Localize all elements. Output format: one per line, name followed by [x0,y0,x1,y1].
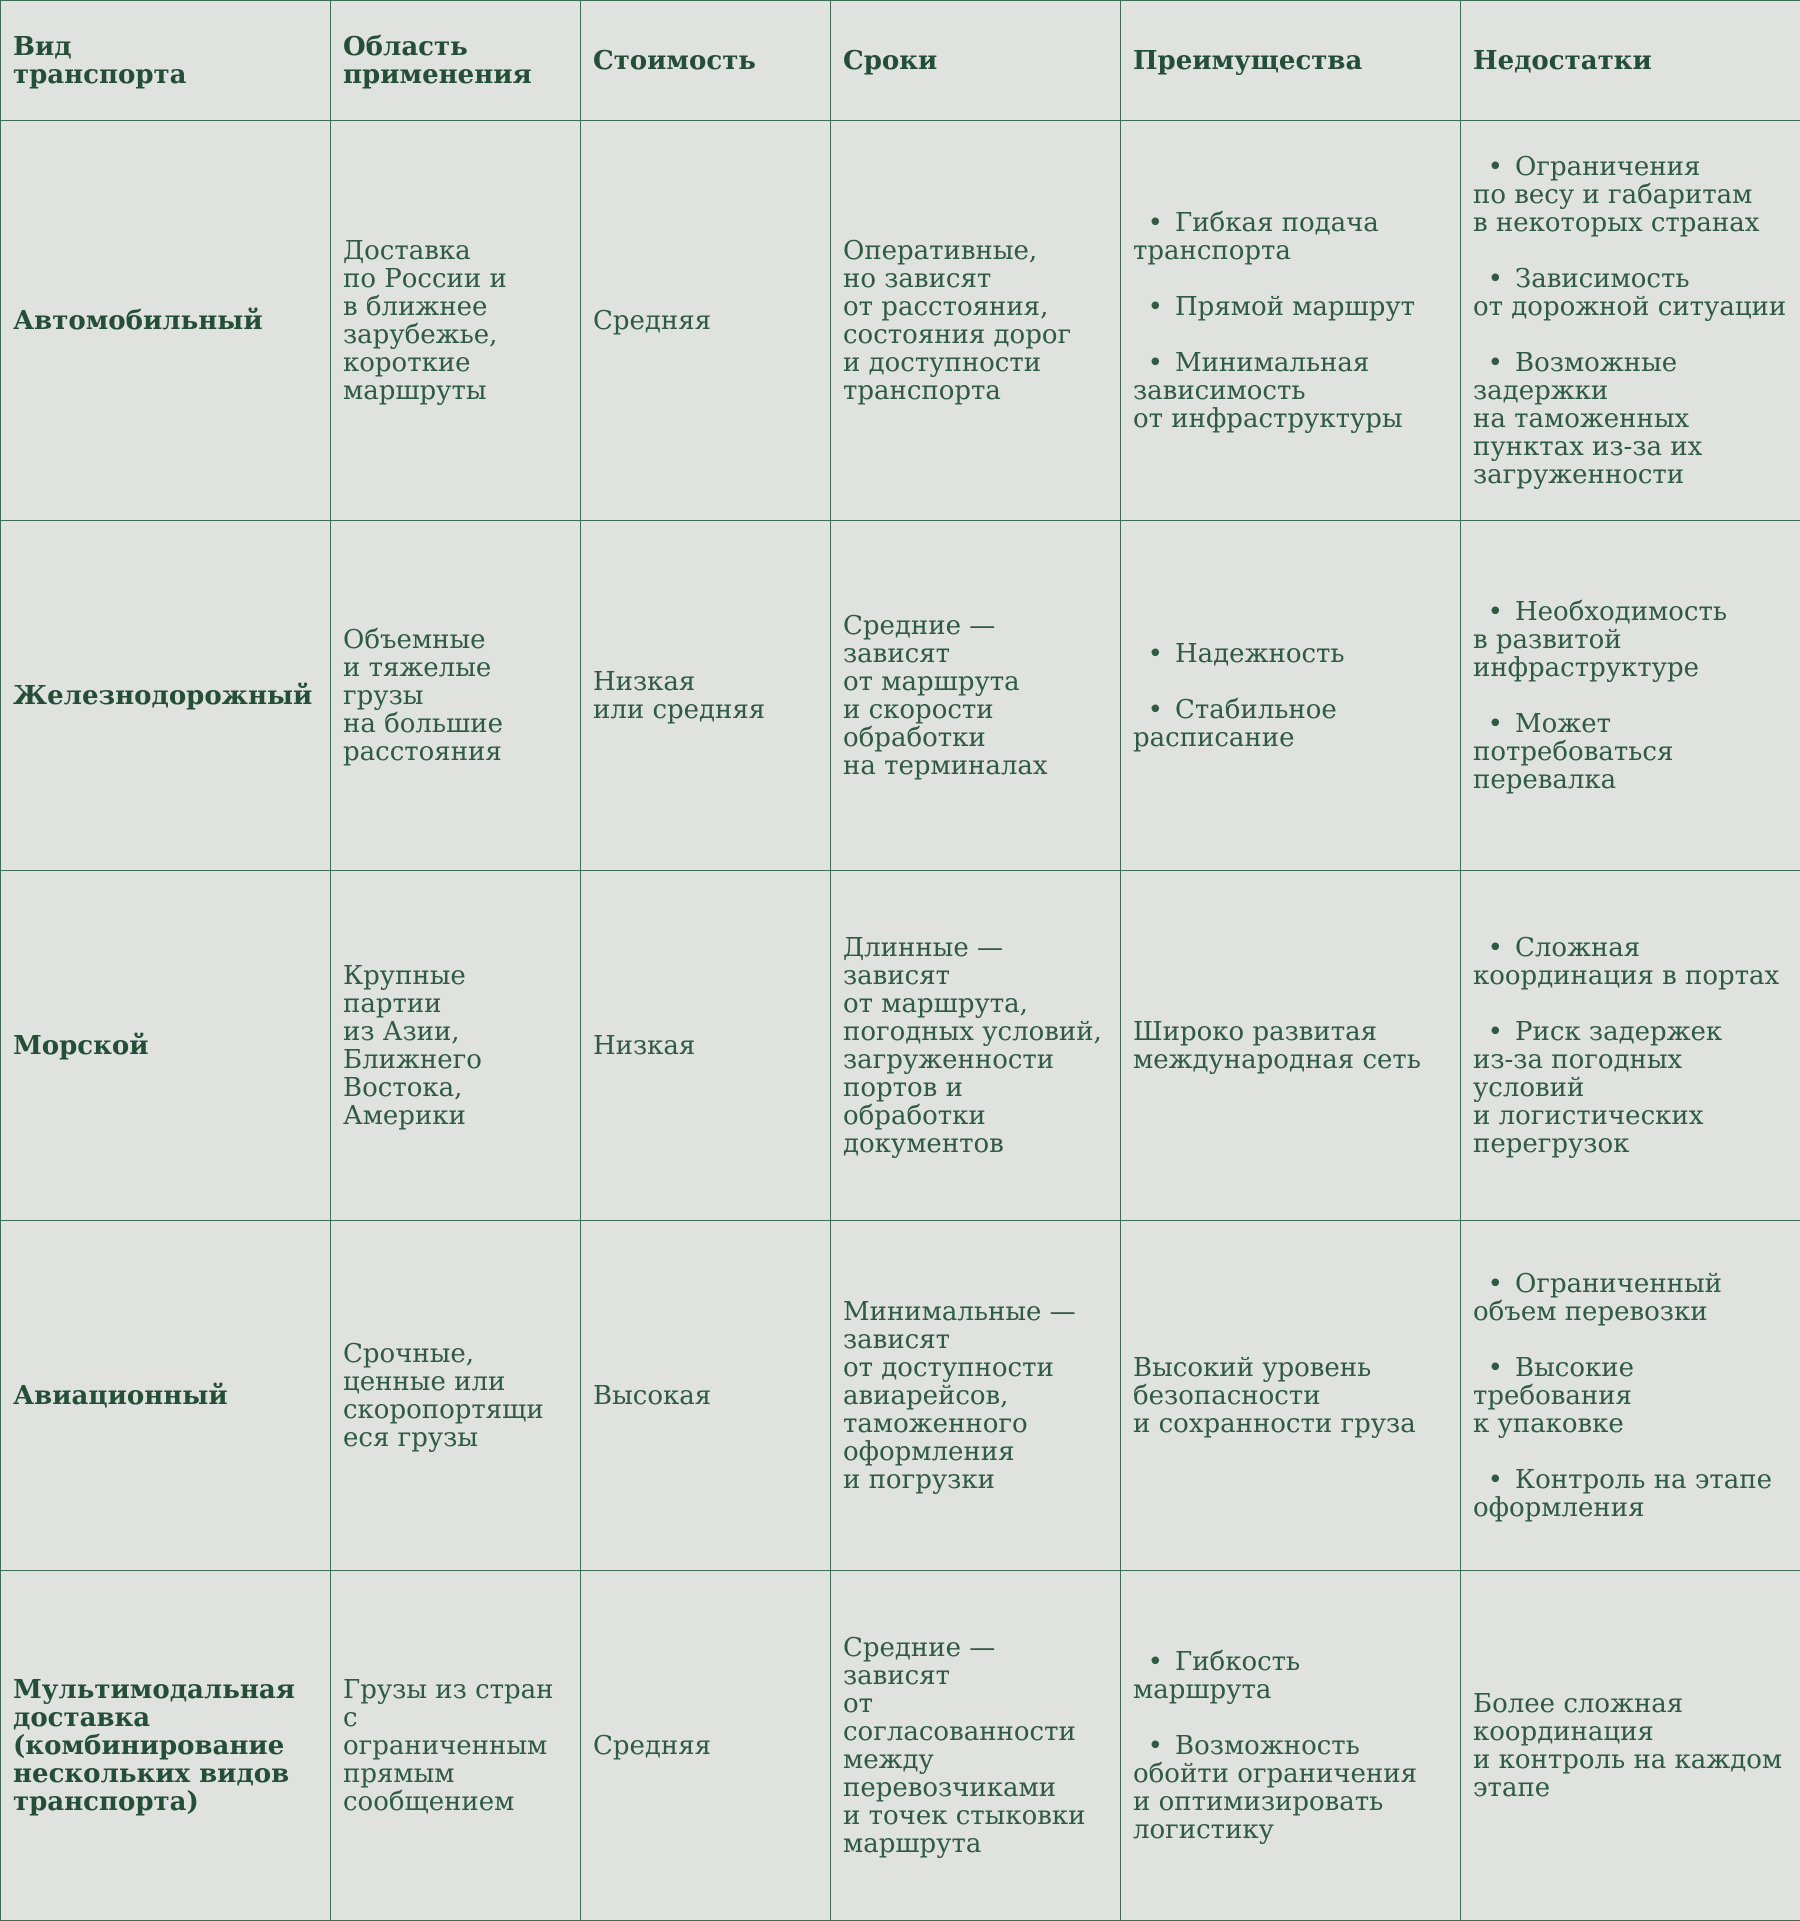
row-cost: Высокая [581,1221,831,1571]
bullet-icon: • [1473,710,1515,738]
header-terms: Сроки [831,1,1121,121]
list-item: • Гибкая подача транспорта [1133,209,1448,265]
bullet-icon: • [1473,153,1515,181]
list-item: • Ограниченный объем перевозки [1473,1270,1788,1326]
table-row [1,121,1800,521]
row-disadvantages [1461,121,1800,521]
row-advantages [1121,521,1461,871]
list-item: • Высокие требования к упаковке [1473,1354,1788,1438]
header-application-area: Область применения [331,1,581,121]
advantages-list [1133,209,1448,433]
row-transport-type: Авиационный [1,1221,331,1571]
bullet-icon: • [1473,1018,1515,1046]
row-disadvantages [1461,1221,1800,1571]
disadvantages-list [1473,598,1788,794]
bullet-icon: • [1133,209,1175,237]
row-cost: Средняя [581,1571,831,1921]
row-terms: Оперативные, но зависят от расстояния, состояния дорог и доступности транспорта [831,121,1121,521]
list-item: • Зависимость от дорожной ситуации [1473,265,1788,321]
list-item: • Возможность обойти ограничения и оптимизировать логистику [1133,1732,1448,1844]
row-area: Срочные, ценные или скоропортящи еся грузы [331,1221,581,1571]
bullet-icon: • [1133,1648,1175,1676]
list-item: • Риск задержек из-за погодных условий и логистических перегрузок [1473,1018,1788,1158]
row-disadvantages: Более сложная координация и контроль на каждом этапе [1461,1571,1800,1921]
row-cost: Низкая [581,871,831,1221]
list-item: • Надежность [1133,640,1448,668]
row-cost: Средняя [581,121,831,521]
bullet-icon: • [1473,1354,1515,1382]
row-disadvantages [1461,521,1800,871]
table-row [1,871,1800,1221]
list-item: • Сложная координация в портах [1473,934,1788,990]
table-row [1,1221,1800,1571]
advantages-list [1133,1648,1448,1844]
row-area: Доставка по России и в ближнее зарубежье, короткие маршруты [331,121,581,521]
row-terms: Длинные — зависят от маршрута, погодных условий, загруженности портов и обработки документов [831,871,1121,1221]
disadvantages-list [1473,934,1788,1158]
advantages-list [1133,640,1448,752]
list-item: • Контроль на этапе оформления [1473,1466,1788,1522]
disadvantages-list [1473,1270,1788,1522]
bullet-icon: • [1473,934,1515,962]
header-cost: Стоимость [581,1,831,121]
row-transport-type: Железнодорожный [1,521,331,871]
list-item: • Необходимость в развитой инфраструктуре [1473,598,1788,682]
bullet-icon: • [1473,349,1515,377]
list-item: • Может потребоваться перевалка [1473,710,1788,794]
row-disadvantages [1461,871,1800,1221]
row-advantages: Широко развитая международная сеть [1121,871,1461,1221]
bullet-icon: • [1133,1732,1175,1760]
header-advantages: Преимущества [1121,1,1461,121]
row-area: Грузы из стран с ограниченным прямым сообщением [331,1571,581,1921]
list-item: • Возможные задержки на таможенных пунктах из-за их загруженности [1473,349,1788,489]
list-item: • Стабильное расписание [1133,696,1448,752]
list-item: • Прямой маршрут [1133,293,1448,321]
list-item: • Ограничения по весу и габаритам в некоторых странах [1473,153,1788,237]
row-terms: Минимальные — зависят от доступности авиарейсов, таможенного оформления и погрузки [831,1221,1121,1571]
bullet-icon: • [1473,1466,1515,1494]
row-transport-type: Автомобильный [1,121,331,521]
row-transport-type: Мультимодальная доставка (комбинирование нескольких видов транспорта) [1,1571,331,1921]
row-area: Объемные и тяжелые грузы на большие расстояния [331,521,581,871]
row-advantages [1121,1571,1461,1921]
bullet-icon: • [1133,696,1175,724]
bullet-icon: • [1133,349,1175,377]
disadvantages-list [1473,153,1788,489]
bullet-icon: • [1473,1270,1515,1298]
list-item: • Гибкость маршрута [1133,1648,1448,1704]
bullet-icon: • [1133,293,1175,321]
row-advantages: Высокий уровень безопасности и сохранности груза [1121,1221,1461,1571]
row-transport-type: Морской [1,871,331,1221]
bullet-icon: • [1473,598,1515,626]
bullet-icon: • [1473,265,1515,293]
table-row [1,1571,1800,1921]
header-transport-type: Вид транспорта [1,1,331,121]
list-item: • Минимальная зависимость от инфраструктуры [1133,349,1448,433]
row-area: Крупные партии из Азии, Ближнего Востока, Америки [331,871,581,1221]
row-terms: Средние — зависят от согласованности между перевозчиками и точек стыковки маршрута [831,1571,1121,1921]
row-advantages [1121,121,1461,521]
table-row [1,521,1800,871]
table-header-row [1,1,1800,121]
row-cost: Низкая или средняя [581,521,831,871]
row-terms: Средние — зависят от маршрута и скорости обработки на терминалах [831,521,1121,871]
header-disadvantages: Недостатки [1461,1,1800,121]
bullet-icon: • [1133,640,1175,668]
